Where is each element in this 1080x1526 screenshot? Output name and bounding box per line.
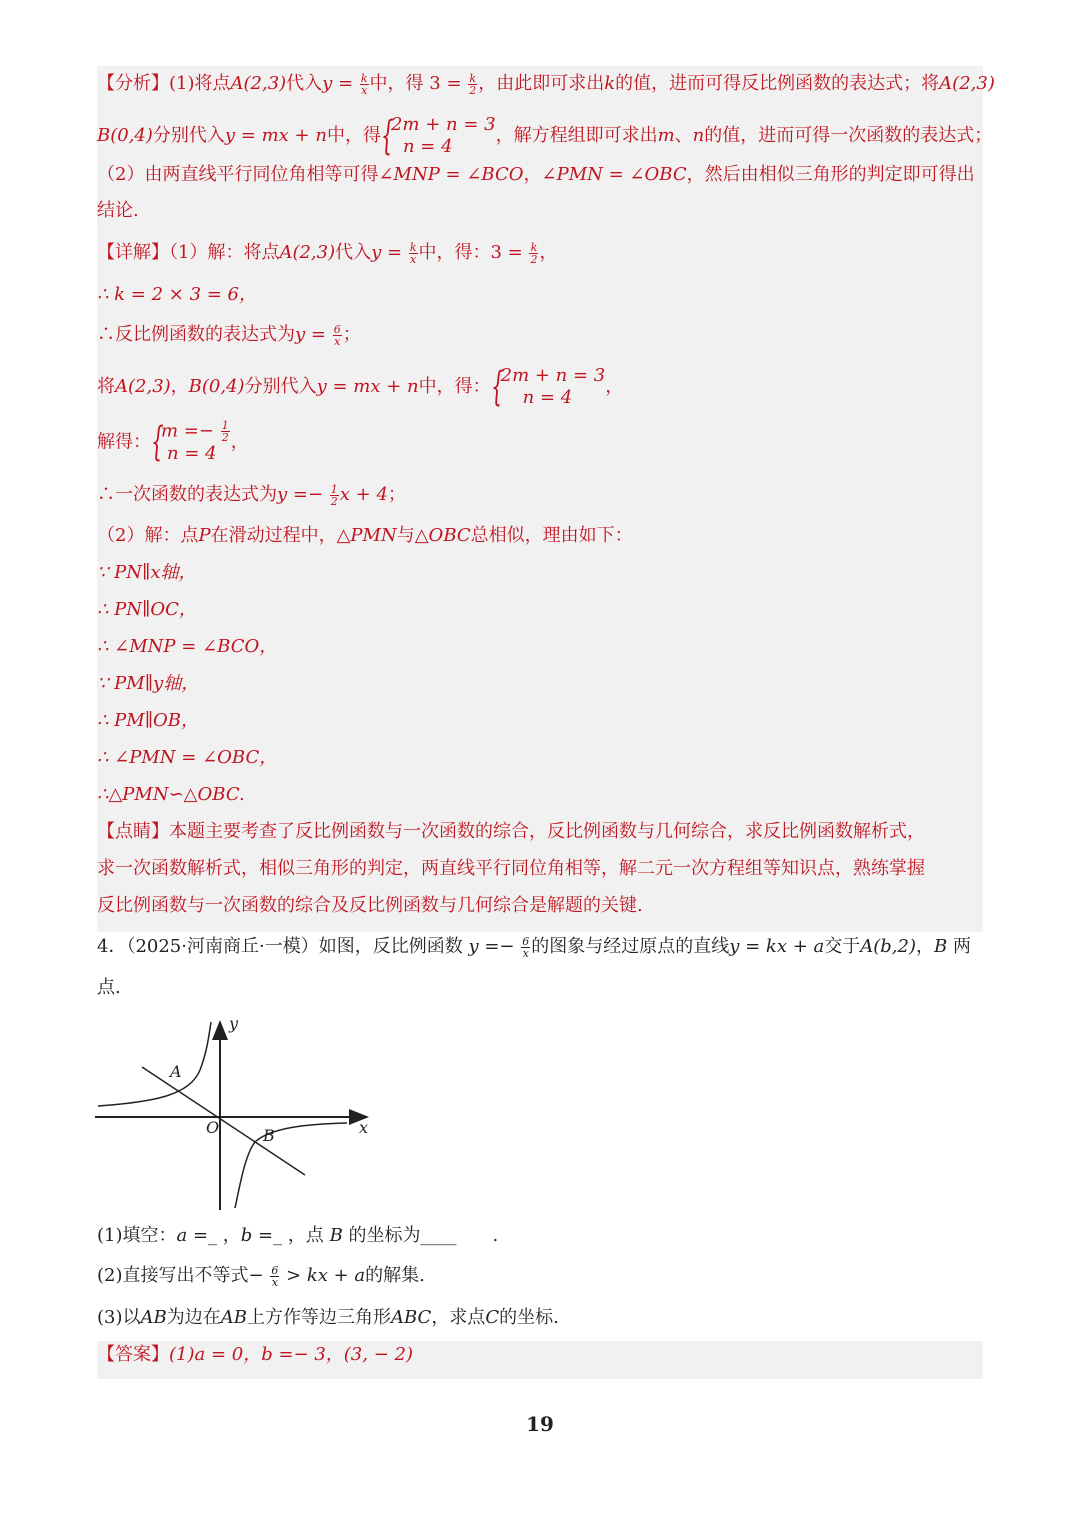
x-axis-label: x [359,1118,369,1137]
detail-line-7: （2）解：点P在滑动过程中，△PMN与△OBC总相似，理由如下： [97,525,633,546]
problem-line-2: 点. [97,977,121,998]
detail-line-9: ∴ PN∥OC， [97,599,197,620]
analysis-line-3: （2）由两直线平行同位角相等可得∠MNP = ∠BCO，∠PMN = ∠OBC，然后由相似三角形的判定即可得出 [97,164,975,185]
equation-system: { 2m + n = 3 n = 4 [380,113,496,159]
fraction-k-over-x: $\frac{k}{x}$ [360,71,368,97]
analysis-line-1: 【分析】(1)将点A(2,3)代入y = $\frac{k}{x}$ 中，得 3 = $\frac{k}{2}$ ，由此即可求出k的值，进而可得反比例函数的表达式；将A(2,3) [97,71,995,97]
y-axis-label: y [229,1014,239,1033]
comment-line-3: 反比例函数与一次函数的综合及反比例函数与几何综合是解题的关键. [97,895,643,916]
comment-tag: 【点睛】 [97,821,169,842]
analysis-line-2: B(0,4)分别代入y = mx + n中，得 { 2m + n = 3 n = 4 ，解方程组即可求出m、n的值，进而可得一次函数的表达式； [97,113,993,159]
question-3: (3)以AB为边在AB上方作等边三角形ABC，求点C的坐标. [97,1307,559,1328]
detail-line-5: 解得： { m =− $\frac{1}{2}$ n = 4 ， [97,419,249,465]
detail-line-12: ∴ PM∥OB， [97,710,200,731]
fraction-k-over-2: $\frac{k}{2}$ [469,71,477,97]
page-number: 19 [526,1412,554,1436]
detail-line-6: ∴一次函数的表达式为y =− $\frac{1}{2}$ x + 4； [97,482,406,508]
equation-system: { 2m + n = 3 n = 4 [490,364,606,410]
point-b-label: B [263,1126,275,1145]
question-1: (1)填空：a =_ ，b =_ ，点 B 的坐标为____ . [97,1225,499,1246]
solution-system: { m =− $\frac{1}{2}$ n = 4 [151,419,229,465]
detail-line-11: ∵ PM∥y轴， [97,673,200,694]
detail-line-2: ∴ k = 2 × 3 = 6， [97,284,258,305]
answer-line: 【答案】(1)a = 0，b =− 3，(3, − 2) [97,1344,413,1365]
question-2: (2)直接写出不等式− $\frac{6}{x}$ > kx + a的解集. [97,1263,425,1289]
function-graph-figure [95,1010,385,1220]
detail-line-4: 将A(2,3)，B(0,4)分别代入y = mx + n中，得： { 2m + n = 3 n = 4 ， [97,364,624,410]
detail-line-1: 【详解】（1）解：将点A(2,3)代入y = $\frac{k}{x}$ 中，得：3 = $\frac{k}{2}$ ， [97,240,558,266]
analysis-tag: 【分析】 [97,73,169,94]
comment-line-1: 【点睛】本题主要考查了反比例函数与一次函数的综合，反比例函数与几何综合，求反比例函数解析式， [97,821,925,842]
problem-line-1: 4．（2025·河南商丘·一模）如图，反比例函数 y =− $\frac{6}{x}$ 的图象与经过原点的直线y = kx + a交于A(b,2)，B 两 [97,934,971,960]
comment-line-2: 求一次函数解析式，相似三角形的判定，两直线平行同位角相等，解二元一次方程组等知识点，熟练掌握 [97,858,925,879]
origin-label: O [206,1118,220,1137]
hyperbola-branch-second-quadrant [98,1022,211,1106]
detail-tag: 【详解】 [97,242,169,263]
line-through-origin [142,1067,305,1175]
detail-line-8: ∵ PN∥x轴， [97,562,197,583]
graph-svg [95,1010,385,1216]
analysis-line-4: 结论. [97,200,139,221]
point-a-label: A [170,1062,182,1081]
detail-line-13: ∴ ∠PMN = ∠OBC， [97,747,278,768]
detail-line-14: ∴△PMN∽△OBC. [97,784,245,805]
detail-line-10: ∴ ∠MNP = ∠BCO， [97,636,278,657]
detail-line-3: ∴反比例函数的表达式为y = $\frac{6}{x}$ ； [97,322,361,348]
answer-tag: 【答案】 [97,1344,169,1365]
